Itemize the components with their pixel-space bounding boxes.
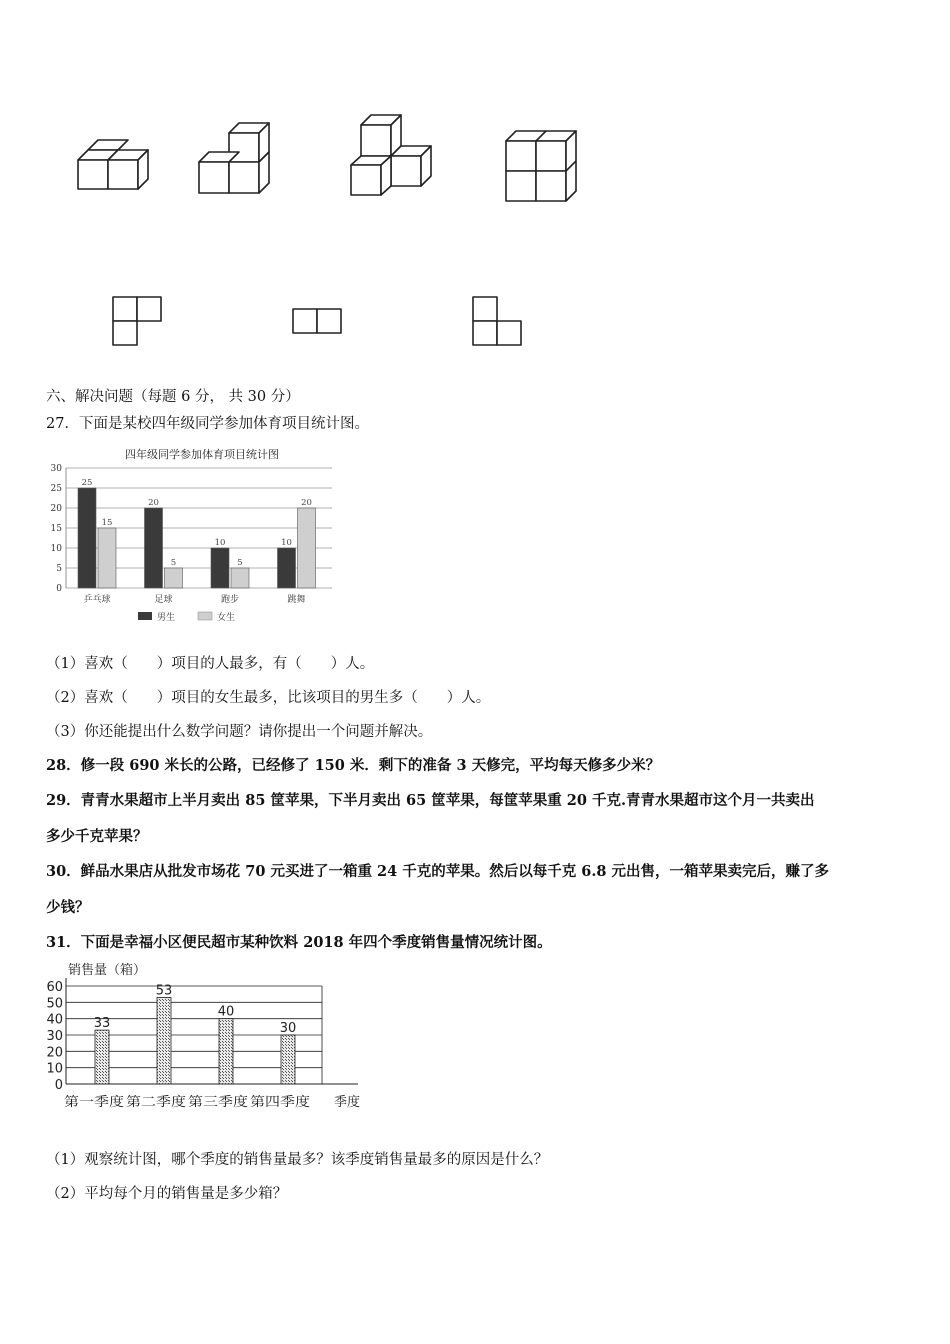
chart2-ytick-label: 50	[46, 996, 63, 1012]
q30-line1: 30．鲜品水果店从批发市场花 70 元买进了一箱重 24 千克的苹果。然后以每千克 6.8 元出售，一箱苹果卖完后，赚了多	[46, 863, 830, 880]
q29-line1: 29．青青水果超市上半月卖出 85 筐苹果，下半月卖出 65 筐苹果，每筐苹果重 20 千克.青青水果超市这个月一共卖出	[46, 792, 815, 809]
chart1-bar	[298, 508, 316, 588]
chart1-bar	[78, 488, 96, 588]
cube-figure-d	[506, 131, 576, 201]
legend-label-boys: 男生	[157, 613, 176, 623]
chart1-ytick-label: 0	[56, 584, 62, 594]
chart1-ytick-label: 5	[56, 564, 62, 574]
chart2-data-label: 33	[93, 1016, 111, 1032]
chart1-data-label: 10	[214, 538, 226, 548]
chart1-title: 四年级同学参加体育项目统计图	[125, 448, 279, 461]
q29-line2: 多少千克苹果？	[46, 828, 148, 845]
chart1-data-label: 20	[148, 498, 159, 508]
q31-sub2: （2）平均每个月的销售量是多少箱？	[46, 1186, 288, 1202]
chart2-bar	[281, 1035, 295, 1084]
sales-bar-chart	[40, 958, 380, 1118]
view-shape-1	[113, 297, 161, 345]
sports-bar-chart	[40, 440, 340, 630]
chart2-category-label: 第二季度	[126, 1095, 179, 1110]
chart1-category-label: 跑步	[220, 595, 240, 605]
legend-label-girls: 女生	[217, 613, 236, 623]
chart2-category-label: 第四季度	[250, 1095, 303, 1110]
chart1-ytick-label: 25	[50, 484, 62, 494]
chart2-ytick-label: 30	[46, 1029, 63, 1044]
chart1-ytick-label: 20	[50, 504, 62, 514]
chart2-bar	[95, 1030, 109, 1084]
chart2-category-label: 第一季度	[64, 1095, 117, 1110]
chart1-bar	[98, 528, 116, 588]
chart1-data-label: 15	[101, 518, 113, 528]
chart1-data-label: 25	[81, 478, 93, 488]
q27-sub1: （1）喜欢（ ）项目的人最多，有（ ）人。	[46, 656, 375, 672]
chart1-category-label: 足球	[154, 595, 173, 605]
q27-intro: 27．下面是某校四年级同学参加体育项目统计图。	[46, 416, 369, 432]
section-heading: 六、解决问题（每题 6 分， 共 30 分）	[46, 389, 300, 405]
chart1-bar	[231, 568, 249, 588]
chart1-ytick-label: 15	[50, 524, 62, 534]
chart2-data-label: 53	[155, 983, 173, 999]
chart1-bar	[145, 508, 163, 588]
chart2-bar	[157, 997, 171, 1084]
chart1-bar	[211, 548, 229, 588]
chart1-data-label: 20	[301, 498, 312, 508]
cube-figure-c	[351, 115, 431, 195]
chart1-category-label: 跳舞	[287, 595, 306, 605]
chart1-category-label: 乒乓球	[83, 595, 111, 605]
cube-figure-a	[78, 140, 148, 189]
q31-intro: 31．下面是幸福小区便民超市某种饮料 2018 年四个季度销售量情况统计图。	[46, 934, 552, 951]
chart2-category-label: 第三季度	[188, 1095, 241, 1110]
q27-sub2: （2）喜欢（ ）项目的女生最多，比该项目的男生多（ ）人。	[46, 690, 491, 706]
chart2-ytick-label: 10	[46, 1061, 63, 1077]
chart2-data-label: 30	[279, 1021, 297, 1036]
cube-figure-b	[199, 123, 269, 193]
chart2-xlabel: 季度	[334, 1095, 361, 1110]
legend-swatch-boys	[138, 612, 152, 620]
chart1-data-label: 10	[281, 538, 292, 548]
view-shape-2	[293, 309, 341, 333]
chart1-bar	[278, 548, 296, 588]
chart1-ytick-label: 10	[50, 544, 62, 554]
chart1-ytick-label: 30	[50, 464, 62, 474]
view-shape-3	[473, 297, 521, 345]
legend-swatch-girls	[198, 612, 212, 620]
chart1-bar	[165, 568, 183, 588]
chart2-ytick-label: 40	[46, 1012, 63, 1028]
cube-figures	[0, 100, 700, 360]
chart2-bar	[219, 1019, 233, 1084]
chart1-data-label: 5	[170, 558, 177, 568]
q27-sub3: （3）你还能提出什么数学问题？请你提出一个问题并解决。	[46, 724, 433, 740]
chart2-ytick-label: 20	[46, 1045, 63, 1061]
chart1-data-label: 5	[237, 558, 243, 568]
q31-sub1: （1）观察统计图，哪个季度的销售量最多？该季度销售量最多的原因是什么？	[46, 1152, 549, 1168]
chart2-ytick-label: 0	[54, 1078, 63, 1093]
q30-line2: 少钱？	[46, 899, 90, 916]
chart2-ytick-label: 60	[46, 980, 63, 995]
q28-text: 28．修一段 690 米长的公路，已经修了 150 米．剩下的准备 3 天修完，平均每天修多少米？	[46, 757, 661, 774]
chart2-ylabel: 销售量（箱）	[68, 963, 147, 978]
chart2-data-label: 40	[217, 1004, 235, 1020]
